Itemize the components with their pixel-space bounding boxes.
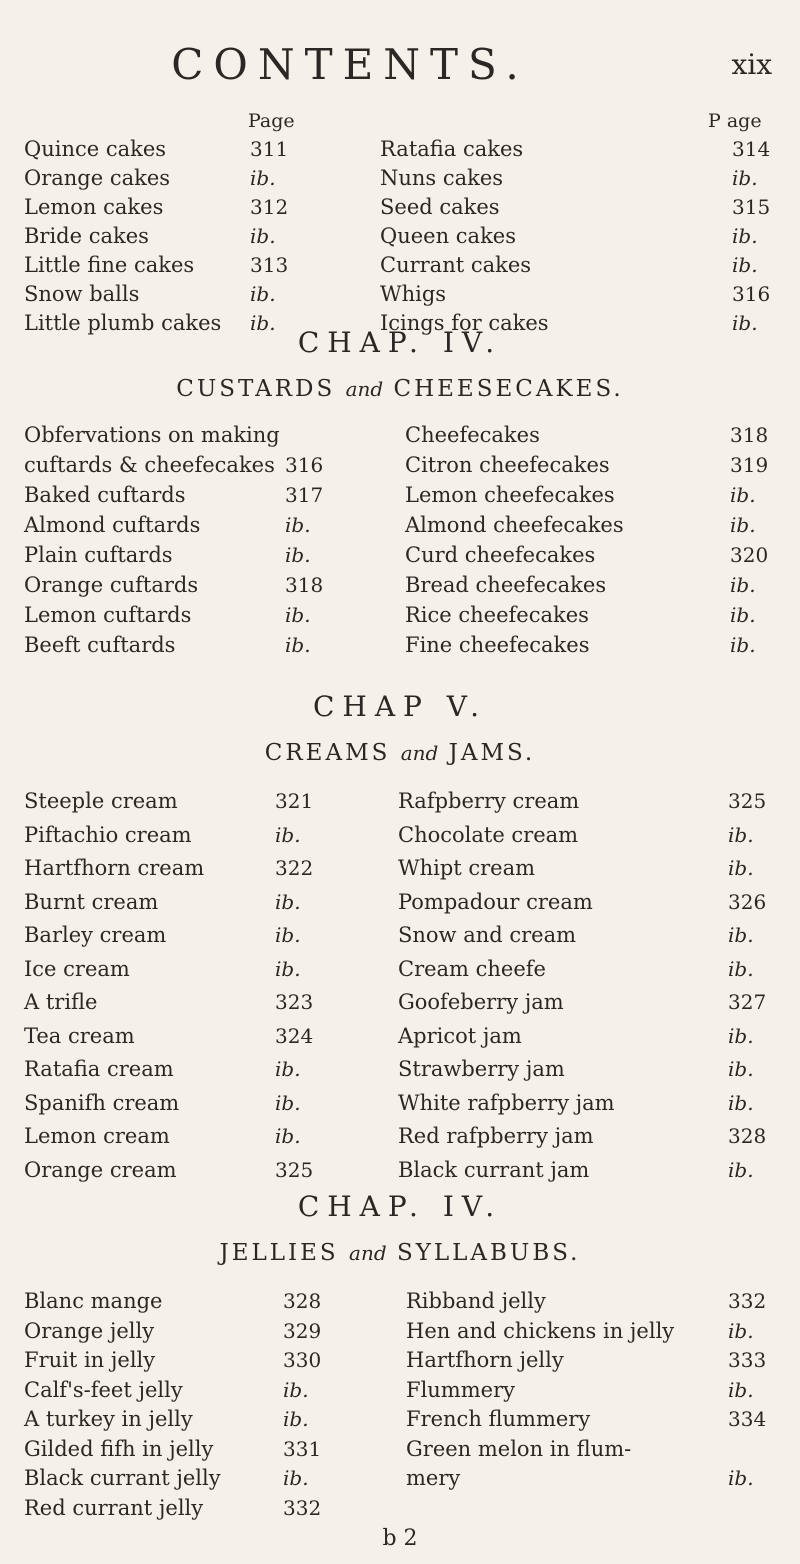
entry-page: 318 [285, 573, 324, 597]
entry-page: ib. [250, 282, 276, 306]
entry-page: ib. [250, 166, 276, 190]
entry-title: Spanifh cream [24, 1090, 180, 1115]
entry-title: Pompadour cream [398, 889, 593, 914]
entry-page: 319 [730, 453, 769, 477]
entry-title: Snow and cream [398, 923, 577, 947]
subheading-and: and [349, 1241, 387, 1265]
entry-title: Whipt cream [398, 856, 536, 880]
entry-title: Seed cakes [380, 195, 500, 219]
entry-title: mery [406, 1466, 461, 1490]
subheading-and: and [400, 741, 439, 765]
entry-title: cuftards & cheefecakes [24, 453, 275, 477]
entry-title: Currant cakes [380, 253, 532, 277]
entry-page: ib. [728, 822, 754, 847]
entry-title: Ice cream [24, 956, 130, 981]
page-column-labels [0, 106, 800, 136]
entry-title: Bride cakes [24, 224, 149, 248]
entry-title: Curd cheefecakes [405, 543, 596, 567]
entry-title: Piftachio cream [24, 822, 192, 847]
entry-title: Lemon cakes [24, 195, 164, 219]
entry-title: Bread cheefecakes [405, 573, 607, 597]
entry-title: Fine cheefecakes [405, 633, 590, 657]
page-number: xix [731, 48, 772, 81]
page-header [0, 40, 800, 90]
entry-page: ib. [732, 224, 758, 248]
signature-mark: b 2 [382, 1526, 418, 1551]
entry-page: 333 [728, 1348, 767, 1372]
entry-title: Orange cuftards [24, 573, 199, 597]
subheading-and: and [345, 377, 384, 401]
chapter-heading: CHAP. IV. [297, 1190, 503, 1223]
entry-title: Lemon cream [24, 1124, 170, 1148]
entry-page: ib. [728, 956, 754, 981]
entry-page: 314 [732, 137, 771, 161]
entry-title: Lemon cuftards [24, 603, 192, 627]
page-label-right: P age [708, 110, 762, 132]
entry-title: Chocolate cream [398, 822, 579, 847]
entry-page: 332 [728, 1289, 767, 1313]
entry-title: Little plumb cakes [24, 311, 222, 335]
section-subheading [0, 376, 800, 402]
entry-page: 311 [250, 137, 289, 161]
entry-title: Ribband jelly [406, 1289, 546, 1313]
entry-title: Blanc mange [24, 1289, 163, 1313]
entry-title: Citron cheefecakes [405, 453, 610, 477]
entry-page: ib. [730, 603, 756, 627]
entry-page: ib. [728, 1023, 754, 1048]
entry-title: Whigs [380, 282, 447, 306]
entry-page: ib. [250, 311, 276, 335]
entry-page: 324 [275, 1023, 314, 1048]
entry-title: Obfervations on making [24, 423, 280, 447]
entry-title: Green melon in flum- [406, 1436, 632, 1461]
entry-title: Quince cakes [24, 137, 167, 161]
entry-title: Nuns cakes [380, 166, 504, 190]
entry-title: Red currant jelly [24, 1495, 204, 1520]
entry-page: ib. [275, 822, 301, 847]
entry-title: Rice cheefecakes [405, 603, 589, 627]
entry-page: ib. [285, 603, 311, 627]
entry-title: Flummery [406, 1377, 515, 1402]
entry-page: ib. [730, 573, 756, 597]
entry-title: A trifle [24, 990, 98, 1014]
entry-page: ib. [728, 1318, 754, 1343]
entry-title: Strawberry jam [398, 1057, 565, 1081]
subheading-left: CREAMS [264, 740, 391, 766]
page-title: CONTENTS. [171, 40, 529, 89]
entry-page: 318 [730, 423, 769, 447]
entry-page: 325 [275, 1157, 314, 1182]
entry-title: Gilded fifh in jelly [24, 1436, 214, 1461]
entry-title: Hen and chickens in jelly [406, 1318, 675, 1343]
entry-title: Little fine cakes [24, 253, 195, 277]
subheading-left: CUSTARDS [176, 376, 336, 402]
entry-page: ib. [275, 1090, 301, 1115]
entry-page: 327 [728, 990, 767, 1014]
entry-title: Ratafia cakes [380, 137, 524, 161]
entry-page: ib. [728, 1090, 754, 1115]
entry-page: ib. [728, 923, 754, 947]
entry-page: ib. [730, 483, 756, 507]
entry-title: Orange cream [24, 1157, 177, 1182]
section-subheading [0, 740, 800, 766]
entry-page: 321 [275, 789, 314, 813]
entry-title: Tea cream [24, 1023, 135, 1048]
entry-title: Hartfhorn cream [24, 856, 205, 880]
entry-title: Hartfhorn jelly [406, 1348, 564, 1372]
entry-page: 332 [283, 1495, 322, 1520]
entry-title: Baked cuftards [24, 483, 186, 507]
entry-title: Cheefecakes [405, 423, 540, 447]
entry-page: 326 [728, 889, 767, 914]
entry-page: ib. [728, 1157, 754, 1182]
entry-page: 320 [730, 543, 769, 567]
entry-page: ib. [732, 166, 758, 190]
entry-title: Almond cheefecakes [405, 513, 624, 537]
entry-title: Icings for cakes [380, 311, 549, 335]
entry-title: Rafpberry cream [398, 789, 580, 813]
entry-page: ib. [275, 1124, 301, 1148]
entry-page: 317 [285, 483, 324, 507]
entry-page: 329 [283, 1318, 322, 1343]
subheading-right: JAMS. [448, 740, 536, 766]
entry-title: Snow balls [24, 282, 140, 306]
entry-title: Apricot jam [398, 1023, 522, 1048]
entry-title: A turkey in jelly [24, 1407, 193, 1431]
entry-page: ib. [275, 1057, 301, 1081]
entry-page: ib. [250, 224, 276, 248]
entry-title: White rafpberry jam [398, 1090, 615, 1115]
entry-page: 328 [728, 1124, 767, 1148]
entry-page: 315 [732, 195, 771, 219]
page-label-left: Page [248, 110, 295, 132]
entry-page: ib. [283, 1407, 309, 1431]
section-subheading [0, 1240, 800, 1266]
entry-title: Fruit in jelly [24, 1348, 156, 1372]
entry-page: ib. [283, 1377, 309, 1402]
entry-title: Beeft cuftards [24, 633, 176, 657]
entry-title: Red rafpberry jam [398, 1124, 594, 1148]
entry-page: ib. [275, 956, 301, 981]
entry-title: Black currant jelly [24, 1466, 221, 1490]
entry-title: Steeple cream [24, 789, 178, 813]
entry-page: ib. [730, 513, 756, 537]
entry-title: Lemon cheefecakes [405, 483, 615, 507]
entry-page: ib. [728, 1466, 754, 1490]
entry-page: 313 [250, 253, 289, 277]
entry-title: Orange cakes [24, 166, 171, 190]
entry-title: Almond cuftards [24, 513, 201, 537]
chapter-heading: CHAP. IV. [297, 326, 503, 359]
entry-page: 316 [285, 453, 324, 477]
entry-title: French flummery [406, 1407, 591, 1431]
entry-page: ib. [283, 1466, 309, 1490]
entry-title: Goofeberry jam [398, 990, 564, 1014]
entry-page: ib. [285, 543, 311, 567]
entry-page: 331 [283, 1436, 322, 1461]
entry-page: ib. [275, 889, 301, 914]
entry-title: Barley cream [24, 923, 167, 947]
entry-title: Orange jelly [24, 1318, 155, 1343]
entry-page: ib. [732, 253, 758, 277]
entry-title: Plain cuftards [24, 543, 173, 567]
entry-page: ib. [285, 633, 311, 657]
entry-page: 334 [728, 1407, 767, 1431]
subheading-left: JELLIES [219, 1240, 339, 1266]
entry-page: 325 [728, 789, 767, 813]
entry-title: Black currant jam [398, 1157, 590, 1182]
entry-page: 316 [732, 282, 771, 306]
entry-page: ib. [728, 1377, 754, 1402]
entry-title: Calf's-feet jelly [24, 1377, 183, 1402]
subheading-right: CHEESECAKES. [393, 376, 624, 402]
entry-page: ib. [275, 923, 301, 947]
subheading-right: SYLLABUBS. [396, 1240, 581, 1266]
entry-page: 323 [275, 990, 314, 1014]
entry-title: Queen cakes [380, 224, 517, 248]
entry-page: 330 [283, 1348, 322, 1372]
entry-page: ib. [730, 633, 756, 657]
entry-page: 328 [283, 1289, 322, 1313]
entry-title: Cream cheefe [398, 956, 546, 981]
entry-page: 312 [250, 195, 289, 219]
entry-page: ib. [728, 856, 754, 880]
entry-page: 322 [275, 856, 314, 880]
entry-title: Burnt cream [24, 889, 159, 914]
entry-page: ib. [285, 513, 311, 537]
entry-title: Ratafia cream [24, 1057, 174, 1081]
entry-page: ib. [728, 1057, 754, 1081]
entry-page: ib. [732, 311, 758, 335]
chapter-heading: CHAP V. [312, 690, 488, 723]
